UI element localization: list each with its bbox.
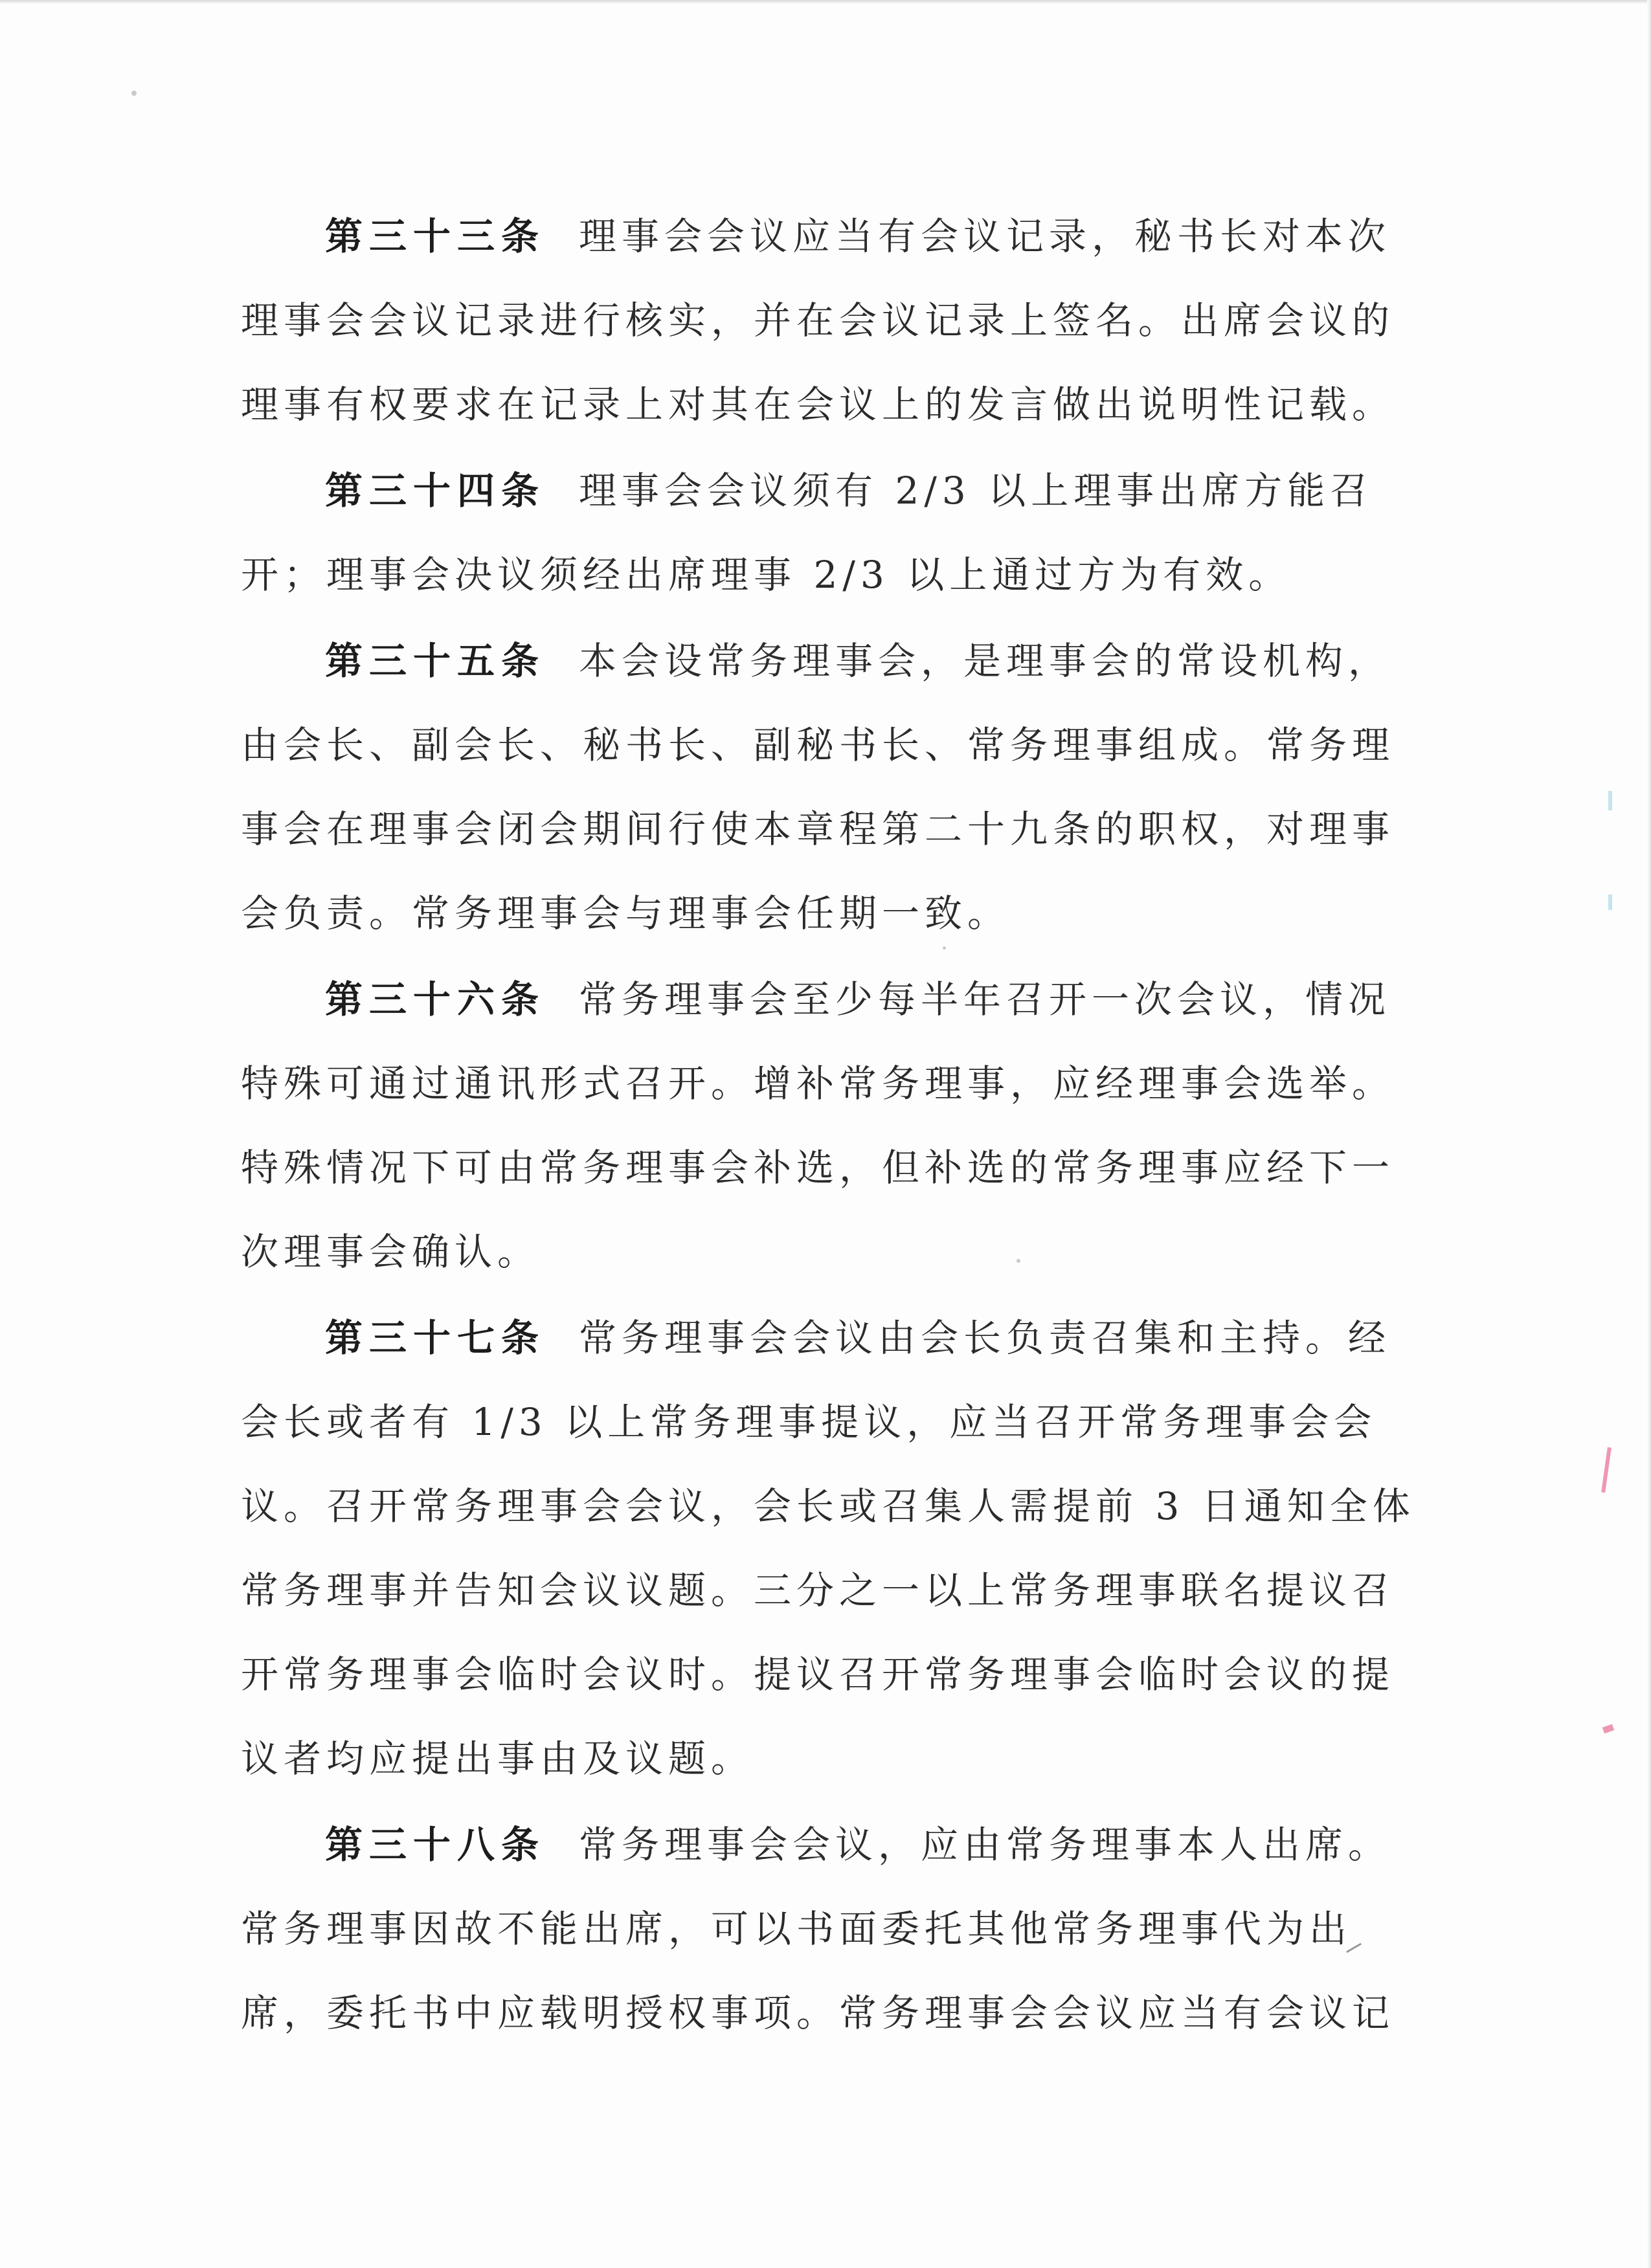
scan-mark <box>1608 791 1612 810</box>
article-text-line: 常务理事因故不能出席，可以书面委托其他常务理事代为出 <box>241 1907 1353 1951</box>
article-number: 第三十六条 <box>325 977 546 1021</box>
scan-mark <box>1601 1447 1612 1493</box>
article-first-line <box>241 194 1391 278</box>
article-text-line: 开；理事会决议须经出席理事 2/3 以上通过方为有效。 <box>241 553 1292 597</box>
article-text-line: 常务理事并告知会议议题。三分之一以上常务理事联名提议召 <box>241 1568 1395 1612</box>
article-text-line: 席，委托书中应载明授权事项。常务理事会会议应当有会议记 <box>241 1991 1395 2035</box>
article-text-line: 理事有权要求在记录上对其在会议上的发言做出说明性记载。 <box>241 383 1395 427</box>
article-34 <box>241 449 1373 617</box>
article-text: 常务理事会会议，应由常务理事本人出席。 <box>579 1823 1391 1867</box>
article-text: 常务理事会至少每半年召开一次会议，情况 <box>579 977 1391 1021</box>
article-35 <box>241 619 1395 955</box>
article-text-line: 特殊可通过通讯形式召开。增补常务理事，应经理事会选举。 <box>241 1062 1395 1106</box>
article-text-line: 议。召开常务理事会会议，会长或召集人需提前 3 日通知全体 <box>241 1484 1415 1528</box>
article-number: 第三十八条 <box>325 1823 546 1867</box>
scan-mark <box>1602 1724 1614 1734</box>
article-number: 第三十四条 <box>325 469 546 513</box>
scan-speck <box>131 91 137 96</box>
article-number: 第三十三条 <box>325 214 546 258</box>
document-body <box>241 194 1415 2057</box>
article-text-line: 会长或者有 1/3 以上常务理事提议，应当召开常务理事会会 <box>241 1400 1377 1444</box>
scan-edge-top <box>0 0 1651 4</box>
article-first-line <box>241 1803 1391 1887</box>
article-first-line <box>241 1296 1391 1380</box>
article-36 <box>241 957 1395 1294</box>
article-33 <box>241 194 1395 447</box>
article-text: 理事会会议须有 2/3 以上理事出席方能召 <box>579 469 1373 513</box>
article-text-line: 会负责。常务理事会与理事会任期一致。 <box>241 891 1011 935</box>
article-first-line <box>241 619 1391 703</box>
article-text: 本会设常务理事会，是理事会的常设机构， <box>579 639 1391 683</box>
article-number: 第三十七条 <box>325 1316 546 1360</box>
scan-mark <box>1608 895 1612 910</box>
article-text-line: 议者均应提出事由及议题。 <box>241 1737 754 1781</box>
article-text-line: 次理事会确认。 <box>241 1230 541 1274</box>
article-first-line <box>241 957 1391 1041</box>
article-text-line: 事会在理事会闭会期间行使本章程第二十九条的职权，对理事 <box>241 807 1395 851</box>
article-text-line: 特殊情况下可由常务理事会补选，但补选的常务理事应经下一 <box>241 1146 1395 1190</box>
scan-edge-right <box>1647 0 1651 2268</box>
article-text-line: 理事会会议记录进行核实，并在会议记录上签名。出席会议的 <box>241 298 1395 342</box>
article-37 <box>241 1296 1415 1801</box>
article-text: 理事会会议应当有会议记录，秘书长对本次 <box>579 214 1391 258</box>
article-first-line <box>241 449 1373 533</box>
article-text: 常务理事会会议由会长负责召集和主持。经 <box>579 1316 1391 1360</box>
article-text-line: 开常务理事会临时会议时。提议召开常务理事会临时会议的提 <box>241 1652 1395 1696</box>
article-38 <box>241 1803 1395 2055</box>
article-number: 第三十五条 <box>325 639 546 683</box>
article-text-line: 由会长、副会长、秘书长、副秘书长、常务理事组成。常务理 <box>241 723 1395 767</box>
